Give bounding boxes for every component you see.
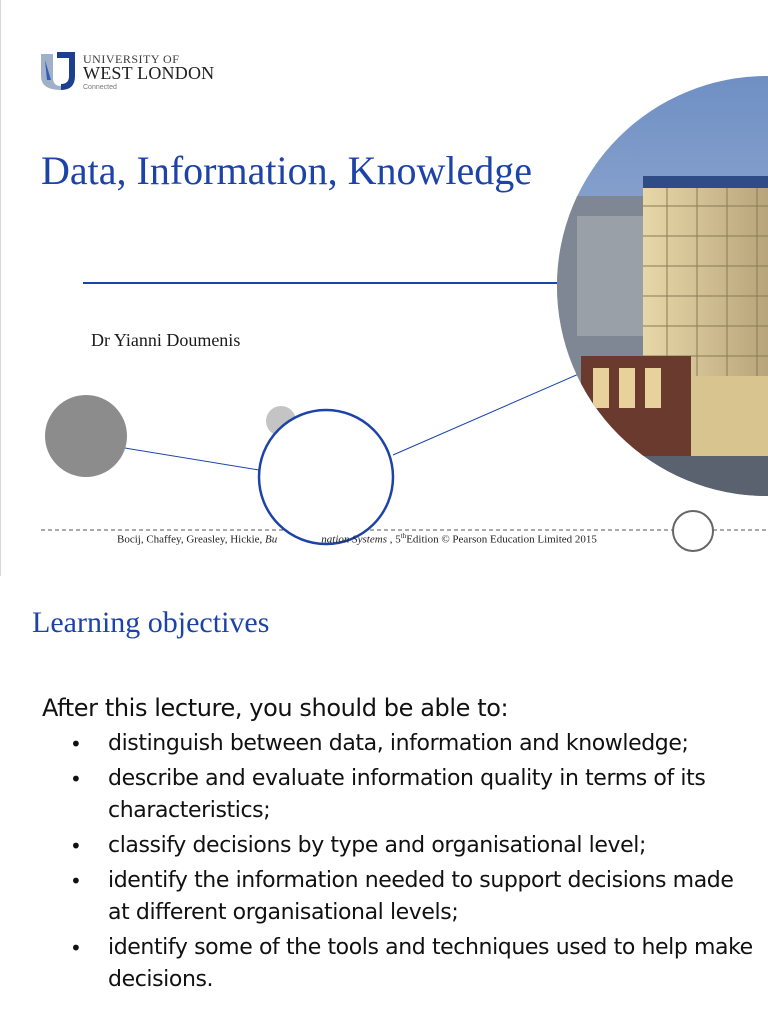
footer-ring-circle [673,511,713,551]
footer-citation [117,532,597,546]
objectives-list [64,728,754,999]
footer-book-title-start: Bu [265,533,278,546]
objectives-heading: Learning objectives [32,606,270,639]
list-item: • classify decisions by type and organisational level; [64,830,754,862]
bullet-icon: • [70,834,82,858]
list-item: • distinguish between data, information and knowledge; [64,728,754,760]
list-item: • identify some of the tools and techniques used to help make decisions. [64,932,754,996]
bullet-icon: • [70,767,82,791]
logo-tagline: Connected [83,84,117,91]
footer-edition: Edition © Pearson Education Limited 2015 [406,533,597,546]
author-name: Dr Yianni Doumenis [91,330,241,350]
footer-edition-prefix: , 5 [386,533,401,546]
connector-line-left [125,448,259,470]
footer-edition-sup: th [400,532,407,540]
learning-objectives-slide [0,576,768,1024]
connector-line-right [393,373,581,455]
logo-west-london: WEST LONDON [83,63,215,83]
grey-circle [45,395,127,477]
list-item: • describe and evaluate information quality in terms of its characteristics; [64,763,754,827]
bullet-icon: • [70,732,82,756]
bullet-icon: • [70,869,82,893]
logo-university-of: UNIVERSITY OF [83,52,180,66]
list-item: • identify the information needed to support decisions made at different organisational levels; [64,865,754,929]
footer-book-title-end: nation Systems [321,533,387,546]
blue-ring-circle [259,410,393,544]
slide-title: Data, Information, Knowledge [41,148,532,193]
objectives-intro: After this lecture, you should be able to: [42,694,509,722]
building-photo [557,76,768,496]
bullet-icon: • [70,936,82,960]
footer-authors: Bocij, Chaffey, Greasley, Hickie, [117,533,266,546]
